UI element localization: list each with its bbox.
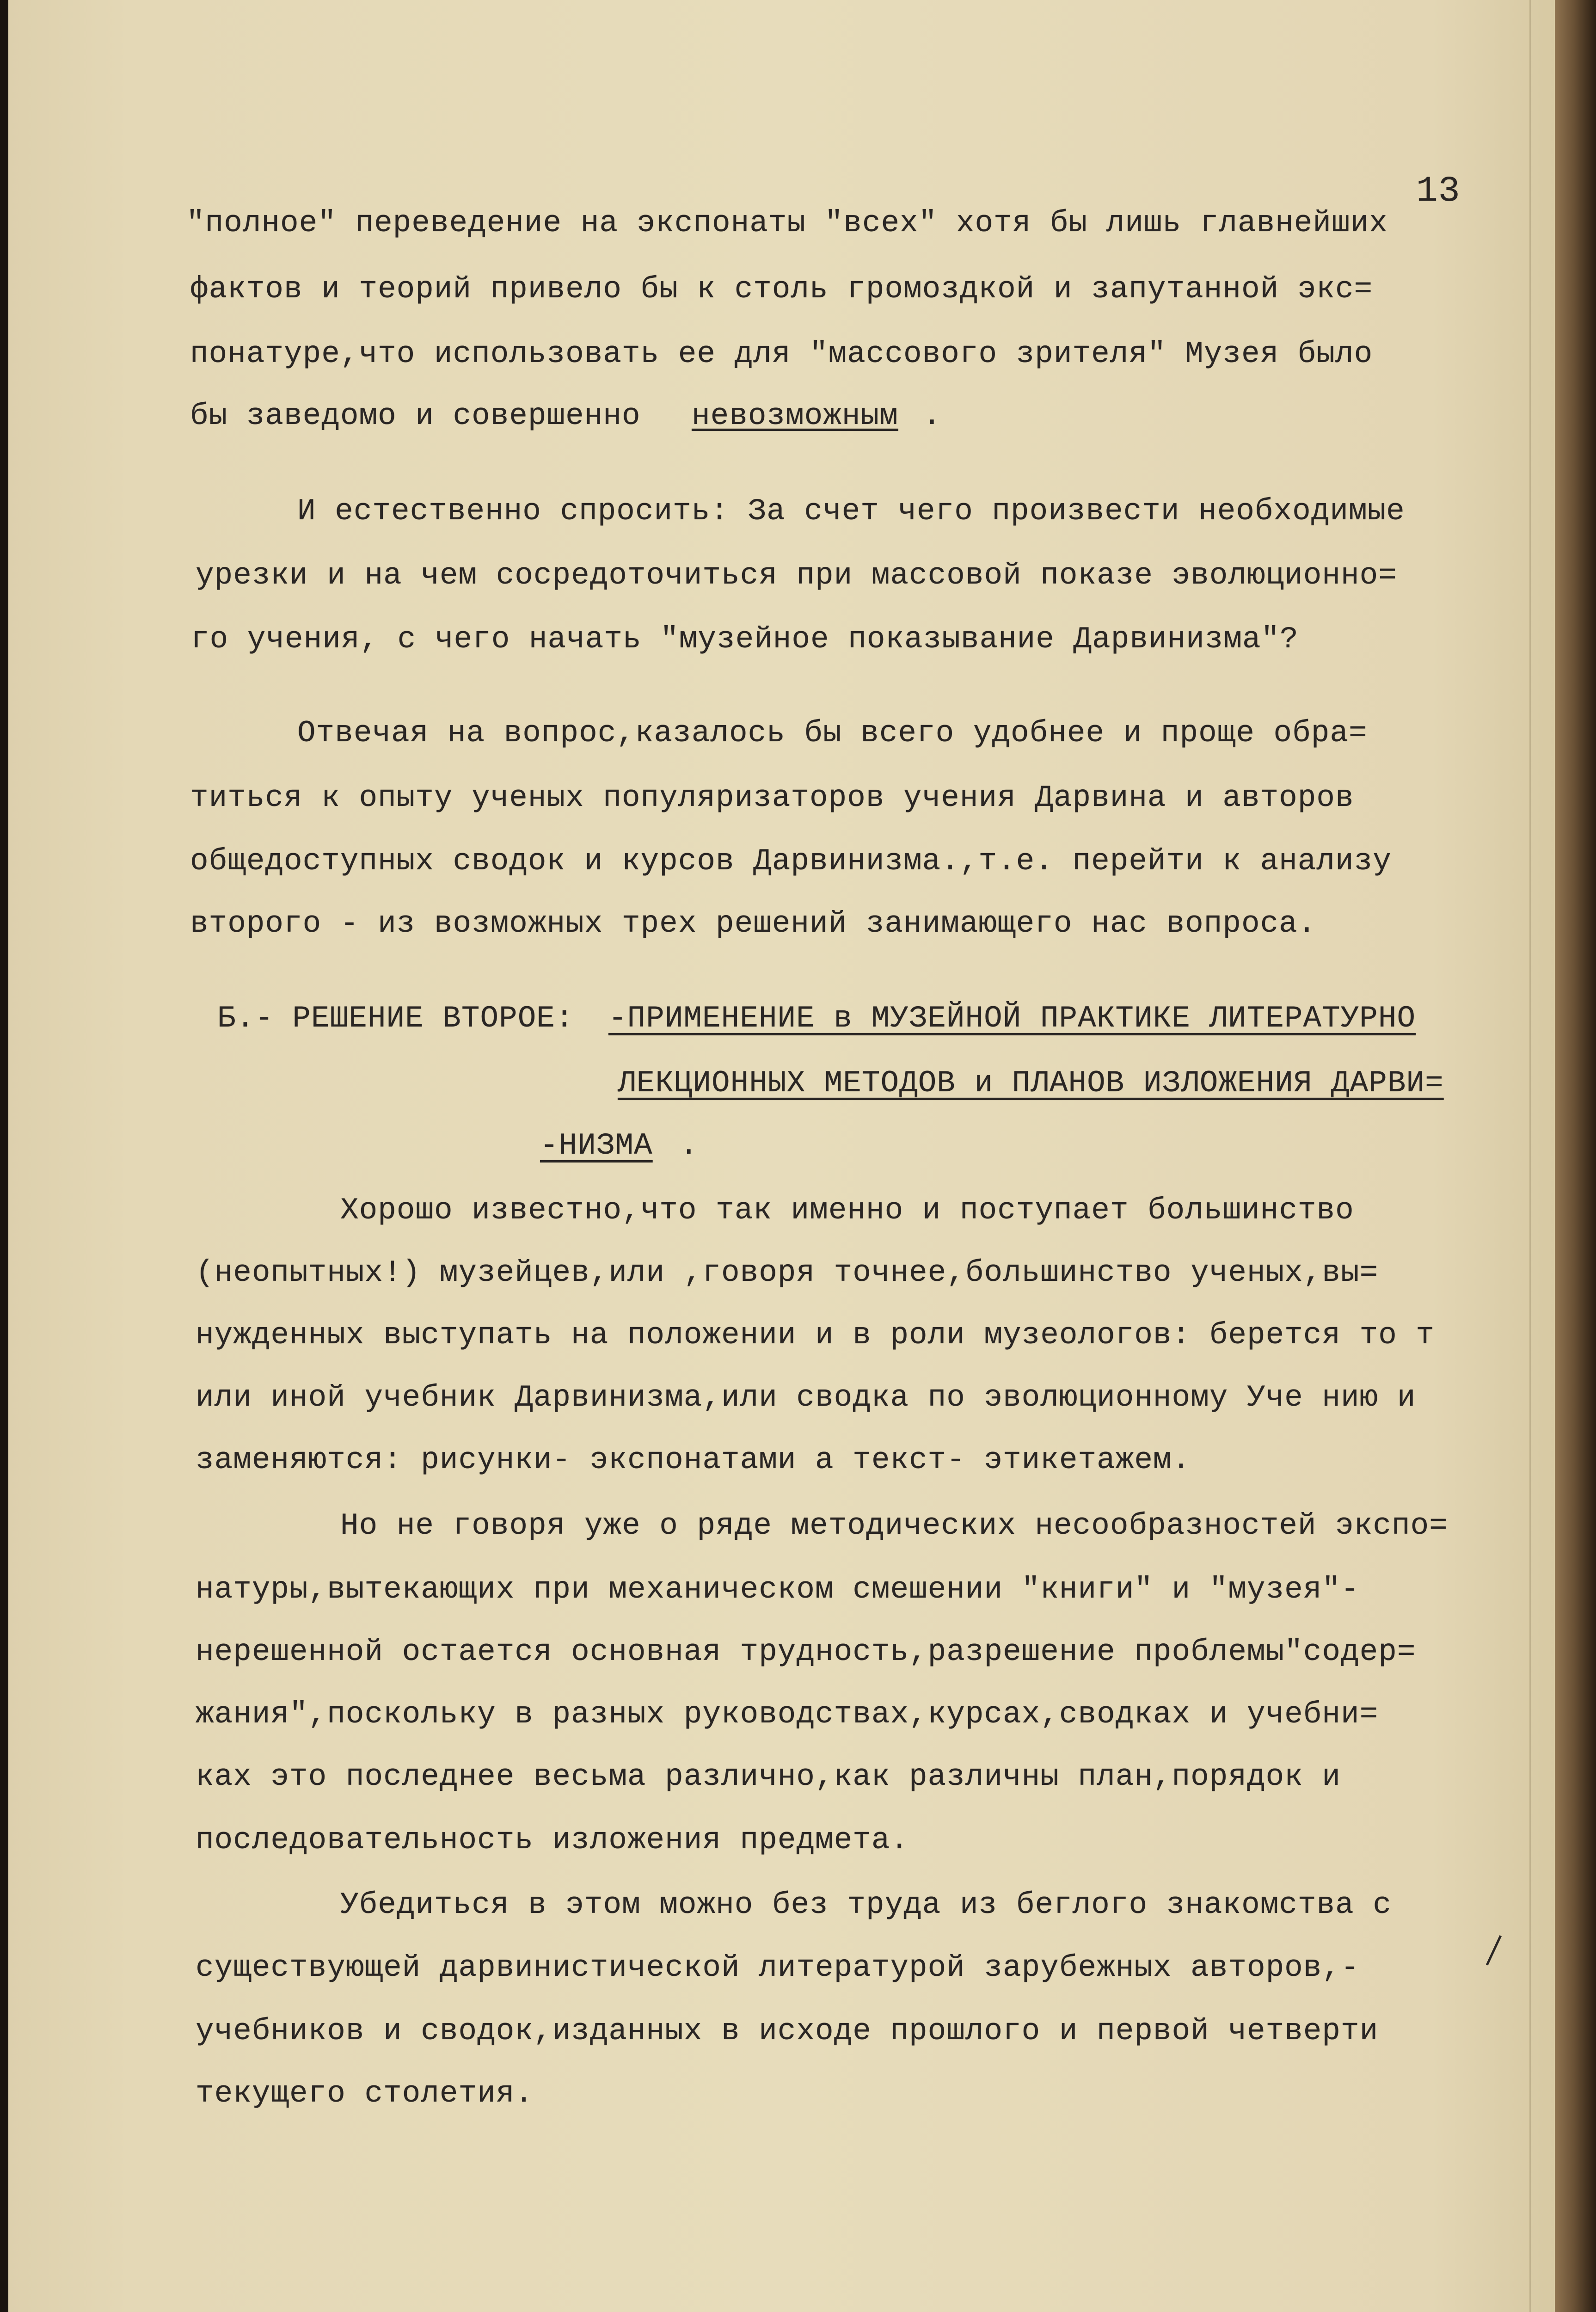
- text-line: титься к опыту ученых популяризаторов учения Дарвина и авторов: [190, 781, 1354, 815]
- section-heading-line: ЛЕКЦИОННЫХ МЕТОДОВ и ПЛАНОВ ИЗЛОЖЕНИЯ ДАРВИ=: [618, 1066, 1444, 1101]
- text-line: понатуре,что использовать ее для "массового зрителя" Музея было: [190, 337, 1373, 371]
- document-page: [8, 0, 1555, 2312]
- text-line: И естественно спросить: За счет чего произвести необходимые: [297, 494, 1405, 529]
- text-line: или иной учебник Дарвинизма,или сводка по эволюционному Уче нию и: [196, 1380, 1416, 1415]
- text-line: натуры,вытекающих при механическом смешении "книги" и "музея"-: [196, 1572, 1360, 1607]
- text-line: бы заведомо и совершенно: [190, 399, 641, 433]
- section-heading-line: -ПРИМЕНЕНИЕ в МУЗЕЙНОЙ ПРАКТИКЕ ЛИТЕРАТУРНО: [608, 1001, 1416, 1036]
- text-line: второго - из возможных трех решений занимающего нас вопроса.: [190, 906, 1317, 941]
- text-line: Убедиться в этом можно без труда из беглого знакомства с: [340, 1888, 1392, 1922]
- text-line: текущего столетия.: [196, 2076, 534, 2111]
- text-line: (неопытных!) музейцев,или ,говоря точнее,большинство ученых,вы=: [196, 1255, 1379, 1290]
- text-line: учебников и сводок,изданных в исходе прошлого и первой четверти: [196, 2014, 1379, 2048]
- text-line: последовательность изложения предмета.: [196, 1823, 909, 1857]
- text-line: заменяются: рисунки- экспонатами а текст- этикетажем.: [196, 1443, 1191, 1477]
- text-line: жания",поскольку в разных руководствах,курсах,сводках и учебни=: [196, 1697, 1379, 1732]
- text-line: го учения, с чего начать "музейное показывание Дарвинизма"?: [191, 622, 1299, 657]
- text-line: фактов и теорий привело бы к столь громоздкой и запутанной экс=: [190, 272, 1373, 307]
- text-line: "полное" переведение на экспонаты "всех" хотя бы лишь главнейших: [186, 206, 1388, 240]
- underlined-word: невозможным: [692, 399, 898, 433]
- page-number: 13: [1416, 171, 1461, 212]
- text-line: урезки и на чем сосредоточиться при массовой показе эволюционно=: [196, 558, 1397, 593]
- text-line: общедоступных сводок и курсов Дарвинизма.,т.е. перейти к анализу: [190, 844, 1392, 879]
- margin-mark: [1486, 1935, 1506, 1968]
- text-line: .: [680, 1128, 699, 1163]
- text-line: существующей дарвинистической литературой зарубежных авторов,-: [196, 1950, 1360, 1985]
- text-line: Хорошо известно,что так именно и поступает большинство: [340, 1193, 1354, 1228]
- binding-edge: [1555, 0, 1596, 2312]
- text-line: нужденных выступать на положении и в роли музеологов: берется то т: [196, 1318, 1435, 1353]
- text-line: ках это последнее весьма различно,как различны план,порядок и: [196, 1759, 1341, 1794]
- text-line: Но не говоря уже о ряде методических несообразностей экспо=: [340, 1508, 1448, 1543]
- text-line: Отвечая на вопрос,казалось бы всего удобнее и проще обра=: [297, 716, 1368, 750]
- text-line: нерешенной остается основная трудность,разрешение проблемы"содер=: [196, 1635, 1416, 1669]
- section-heading-label: Б.- РЕШЕНИЕ ВТОРОЕ:: [217, 1001, 574, 1036]
- section-heading-line: -НИЗМА: [540, 1128, 653, 1163]
- page-fold: [1529, 0, 1531, 2312]
- text-line: .: [923, 399, 942, 433]
